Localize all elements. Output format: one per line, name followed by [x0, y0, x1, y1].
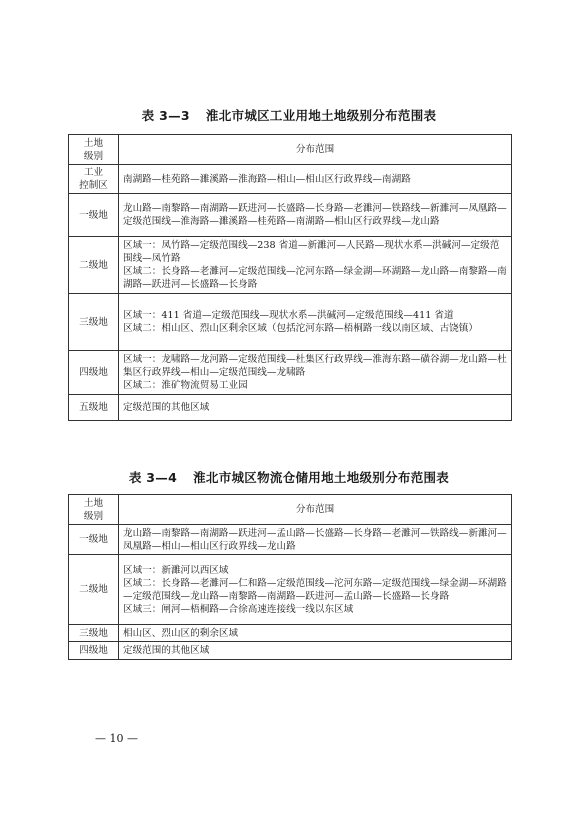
grade-cell: 三级地 — [69, 625, 119, 642]
table-row — [69, 642, 512, 660]
grade-cell: 二级地 — [69, 237, 119, 294]
table-row — [69, 194, 512, 237]
table1-title-number: 表 3—3 — [141, 108, 190, 123]
table-row — [69, 395, 512, 421]
range-cell: 龙山路—南黎路—南湖路—跃进河—长盛路—长身路—老濉河—铁路线—新濉河—凤凰路—定级范围线—淮海路—濉溪路—桂苑路—南湖路—相山区行政界线—龙山路 — [119, 194, 512, 237]
table2-header-range: 分布范围 — [119, 495, 512, 525]
table2-title-text: 淮北市城区物流仓储用地土地级别分布范围表 — [193, 470, 450, 485]
table1 — [68, 134, 512, 421]
table1-title — [0, 106, 578, 124]
table-row — [69, 165, 512, 194]
table2-header-grade: 土地 级别 — [69, 495, 119, 525]
table-row — [69, 555, 512, 625]
grade-cell: 一级地 — [69, 525, 119, 555]
table2-title-number: 表 3—4 — [128, 470, 178, 485]
grade-cell: 二级地 — [69, 555, 119, 625]
grade-cell: 三级地 — [69, 294, 119, 351]
table-row — [69, 625, 512, 642]
table-row — [69, 525, 512, 555]
range-cell: 定级范围的其他区域 — [119, 642, 512, 660]
range-cell: 定级范围的其他区域 — [119, 395, 512, 421]
range-cell: 龙山路—南黎路—南湖路—跃进河—孟山路—长盛路—长身路—老濉河—铁路线—新濉河—凤凰路—相山—相山区行政界线—龙山路 — [119, 525, 512, 555]
table2-title — [0, 468, 578, 486]
table-row — [69, 351, 512, 395]
table1-header-grade: 土地 级别 — [69, 135, 119, 165]
grade-cell: 四级地 — [69, 351, 119, 395]
table-row — [69, 237, 512, 294]
range-cell: 相山区、烈山区的剩余区域 — [119, 625, 512, 642]
table2-header-row — [69, 495, 512, 525]
table2 — [68, 494, 512, 660]
range-cell: 区域一：新濉河以西区域 区域二：长身路—老濉河—仁和路—定级范围线—沱河东路—定级范围线—绿金湖—环湖路—定级范围线—龙山路—南黎路—南湖路—跃进河—孟山路—长盛路—长身路 区域三：闸河—梧桐路—合徐高速连接线一线以东区域 — [119, 555, 512, 625]
page-number: — 10 — — [95, 732, 138, 745]
table1-header-row — [69, 135, 512, 165]
range-cell: 区域一：411 省道—定级范围线—现状水系—洪碱河—定级范围线—411 省道 区域二：相山区、烈山区剩余区域（包括沱河东路—梧桐路一线以南区域、古饶镇） — [119, 294, 512, 351]
grade-cell: 工业 控制区 — [69, 165, 119, 194]
table-row — [69, 294, 512, 351]
table1-header-range: 分布范围 — [119, 135, 512, 165]
table1-title-text: 淮北市城区工业用地土地级别分布范围表 — [205, 108, 437, 123]
range-cell: 区域一：龙啸路—龙河路—定级范围线—杜集区行政界线—淮海东路—磺谷湖—龙山路—杜集区行政界线—相山—定级范围线—龙啸路 区域二：淮矿物流贸易工业园 — [119, 351, 512, 395]
grade-cell: 一级地 — [69, 194, 119, 237]
range-cell: 南湖路—桂苑路—濉溪路—淮海路—相山—相山区行政界线—南湖路 — [119, 165, 512, 194]
range-cell: 区域一：凤竹路—定级范围线—238 省道—新濉河—人民路—现状水系—洪碱河—定级范围线—凤竹路 区域二：长身路—老濉河—定级范围线—沱河东路—绿金湖—环湖路—龙山路—南黎路—南湖路—跃进河—长盛路—长身路 — [119, 237, 512, 294]
grade-cell: 五级地 — [69, 395, 119, 421]
grade-cell: 四级地 — [69, 642, 119, 660]
